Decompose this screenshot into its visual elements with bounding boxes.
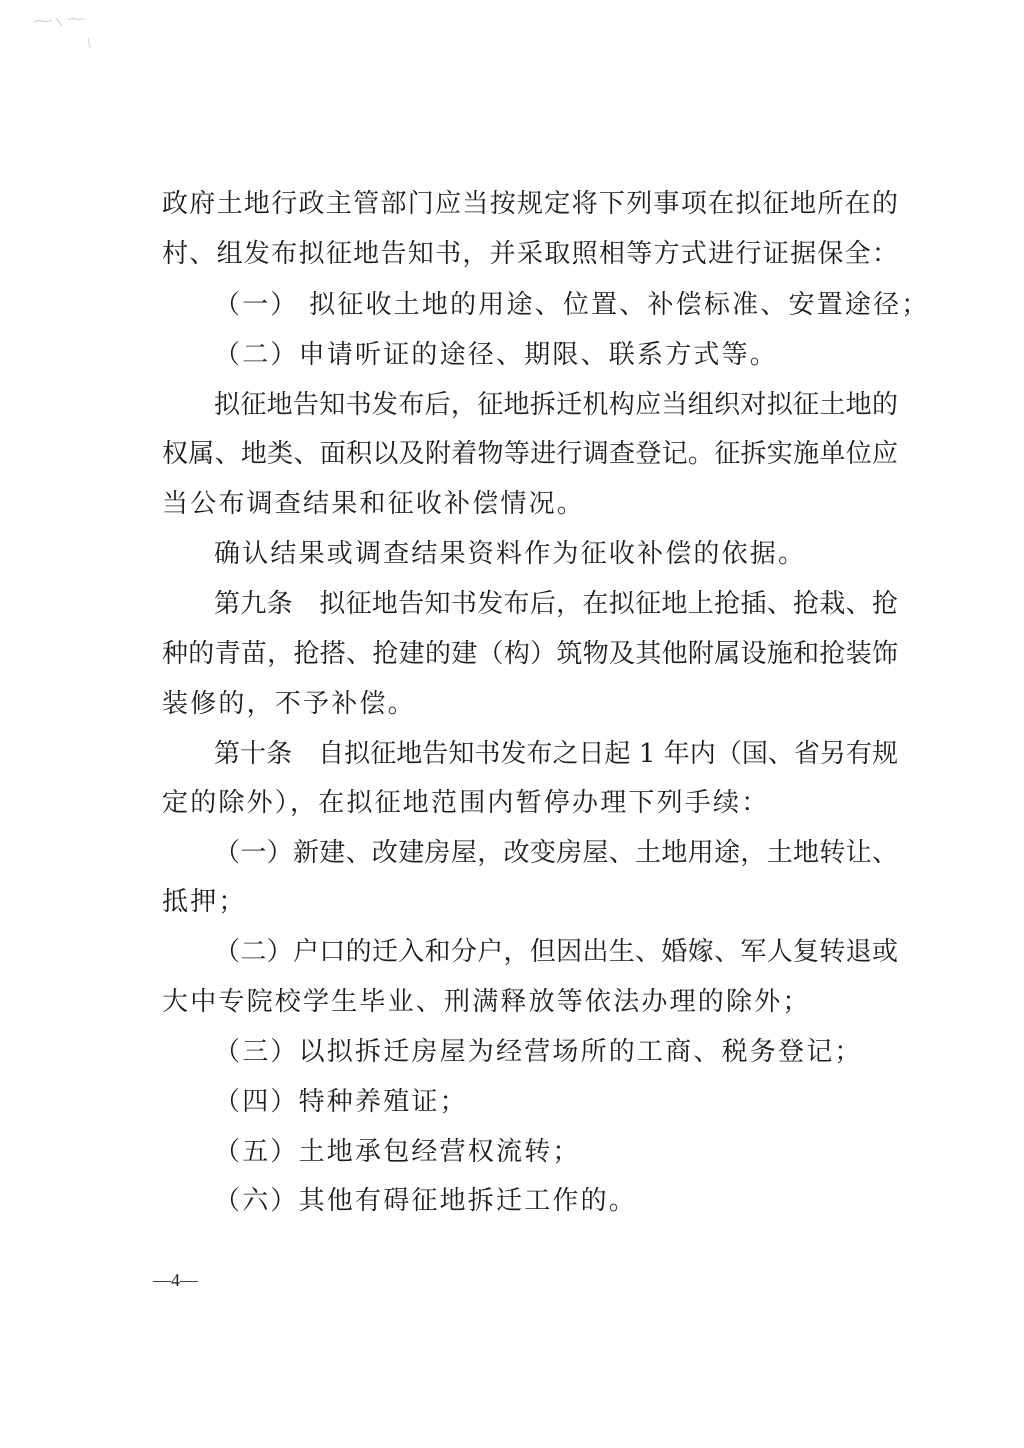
list-item-2: （二）申请听证的途径、期限、联系方式等。 bbox=[214, 340, 779, 370]
list-item-1: （一） 拟征收土地的用途、位置、补偿标准、安置途径； bbox=[214, 290, 930, 320]
article-9-line-3: 装修的，不予补偿。 bbox=[162, 689, 416, 719]
article-10-line-1: 第十条 自拟征地告知书发布之日起 1 年内（国、省另有规 bbox=[214, 739, 898, 769]
paragraph-line-1: 拟征地告知书发布后，征地拆迁机构应当组织对拟征土地的 bbox=[214, 390, 898, 420]
article-10-item-2-line-1: （二）户口的迁入和分户，但因出生、婚嫁、军人复转退或 bbox=[214, 937, 898, 967]
article-9-line-1: 第九条 拟征地告知书发布后，在拟征地上抢插、抢栽、抢 bbox=[214, 589, 898, 619]
article-10-item-6: （六）其他有碍征地拆迁工作的。 bbox=[214, 1186, 638, 1216]
article-9-line-2: 种的青苗，抢搭、抢建的建（构）筑物及其他附属设施和抢装饰 bbox=[162, 639, 898, 669]
article-10-item-1-line-1: （一）新建、改建房屋，改变房屋、土地用途，土地转让、 bbox=[214, 838, 898, 868]
body-line-1: 政府土地行政主管部门应当按规定将下列事项在拟征地所在的 bbox=[162, 189, 898, 219]
article-10-item-3: （三）以拟拆迁房屋为经营场所的工商、税务登记； bbox=[214, 1037, 863, 1067]
article-10-item-2-line-2: 大中专院校学生毕业、刑满释放等依法办理的除外； bbox=[162, 987, 811, 1017]
paragraph-line-3: 当公布调查结果和征收补偿情况。 bbox=[162, 489, 586, 519]
scan-artifact bbox=[28, 8, 108, 48]
page-number: —4— bbox=[153, 1270, 198, 1290]
paragraph-line-4: 确认结果或调查结果资料作为征收补偿的依据。 bbox=[214, 539, 807, 569]
article-10-line-2: 定的除外），在拟征地范围内暂停办理下列手续： bbox=[162, 788, 770, 818]
article-10-item-5: （五）土地承包经营权流转； bbox=[214, 1137, 581, 1167]
body-line-2: 村、组发布拟征地告知书，并采取照相等方式进行证据保全： bbox=[162, 239, 898, 269]
article-10-item-4: （四）特种养殖证； bbox=[214, 1087, 468, 1117]
article-10-item-1-line-2: 抵押； bbox=[162, 887, 247, 917]
paragraph-line-2: 权属、地类、面积以及附着物等进行调查登记。征拆实施单位应 bbox=[162, 439, 898, 469]
